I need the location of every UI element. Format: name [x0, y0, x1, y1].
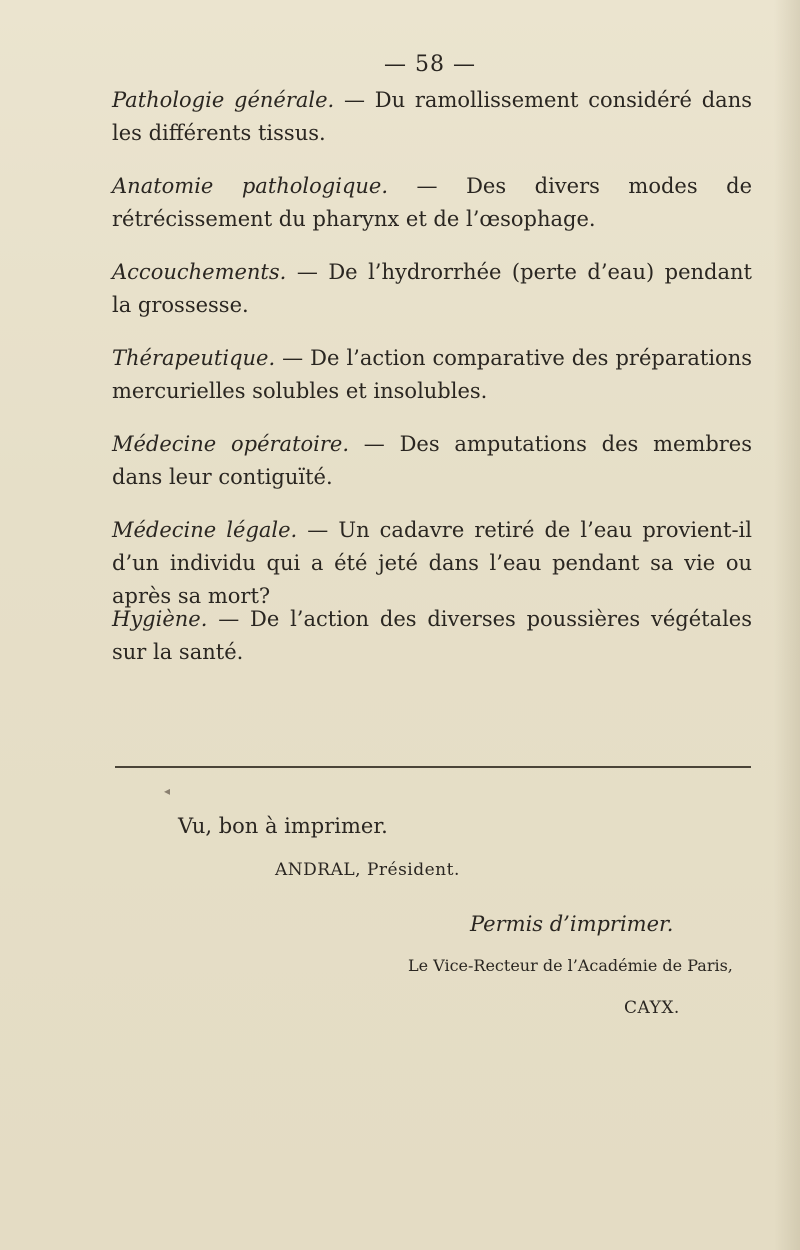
horizontal-rule: [115, 766, 751, 768]
entry-title: Anatomie pathologique.: [112, 174, 389, 198]
question-entry-accouchements: [112, 256, 752, 322]
question-entry-medecine-legale: [112, 514, 752, 613]
entry-title: Médecine opératoire.: [112, 432, 350, 456]
vice-recteur-line: Le Vice-Recteur de l’Académie de Paris,: [408, 956, 733, 975]
question-entry-anatomie: [112, 170, 752, 236]
entry-text: — De l’action des diverses poussières végétales sur la santé.: [112, 607, 752, 664]
entry-title: Médecine légale.: [112, 518, 298, 542]
question-entry-pathologie: [112, 84, 752, 150]
entry-title: Pathologie générale.: [112, 88, 335, 112]
entry-text: — De l’action comparative des préparations mercurielles solubles et insolubles.: [112, 346, 752, 403]
question-entry-hygiene: [112, 603, 752, 669]
entry-text: — Des divers modes de rétrécissement du pharynx et de l’œsophage.: [112, 174, 752, 231]
entry-title: Hygiène.: [112, 607, 208, 631]
recteur-signature: CAYX.: [624, 998, 680, 1018]
entry-text: — Des amputations des membres dans leur contiguïté.: [112, 432, 753, 489]
printer-mark-icon: ◂: [164, 784, 171, 798]
president-signature: ANDRAL, Président.: [275, 860, 460, 880]
question-entry-medecine-operatoire: [112, 428, 752, 494]
entry-title: Thérapeutique.: [112, 346, 276, 370]
page-number: — 58 —: [384, 52, 476, 77]
entry-text: — Du ramollissement considéré dans les différents tissus.: [112, 88, 753, 145]
vu-bon-a-imprimer: Vu, bon à imprimer.: [178, 814, 388, 838]
question-entry-therapeutique: [112, 342, 752, 408]
page-edge-shadow: [774, 0, 800, 1250]
entry-title: Accouchements.: [112, 260, 287, 284]
entry-text: — Un cadavre retiré de l’eau provient-il d’un individu qui a été jeté dans l’eau pendant sa vie ou après sa mort?: [112, 518, 752, 608]
permis-d-imprimer: Permis d’imprimer.: [470, 912, 674, 936]
entry-text: — De l’hydrorrhée (perte d’eau) pendant la grossesse.: [112, 260, 752, 317]
